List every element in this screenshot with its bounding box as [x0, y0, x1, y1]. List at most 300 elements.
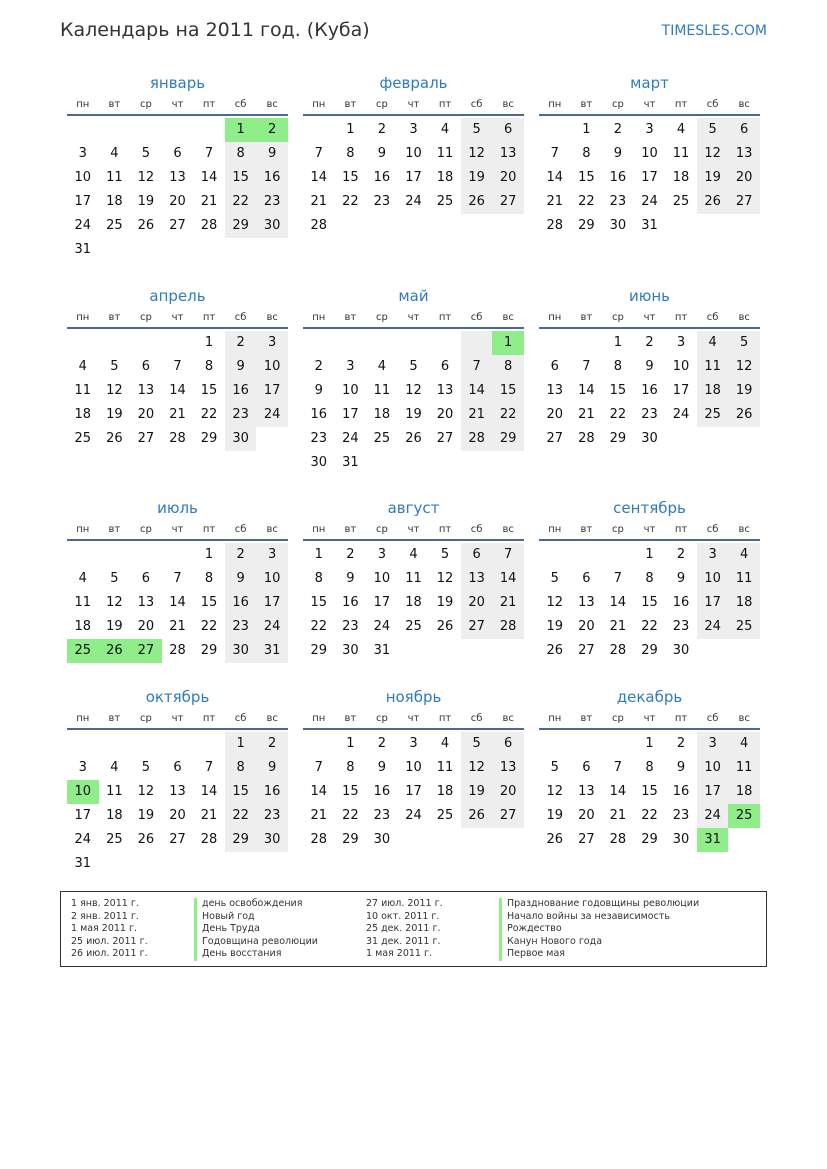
day-grid	[67, 543, 288, 663]
day-cell: 7	[613, 571, 623, 586]
legend-names-left	[194, 898, 318, 961]
day-cell: 26	[546, 643, 564, 658]
day-cell: 26	[137, 832, 155, 847]
month-10	[67, 687, 288, 876]
day-cell: 20	[169, 808, 186, 823]
day-grid	[303, 732, 524, 852]
day-cell: 13	[492, 756, 524, 780]
weekday-label: сб	[706, 99, 719, 110]
day-cell: 7	[582, 359, 591, 374]
day-cell: 7	[550, 146, 559, 161]
day-cell: 20	[578, 619, 595, 634]
day-cell: 16	[373, 170, 391, 185]
day-cell: 10	[74, 170, 92, 185]
blank-cell	[130, 543, 162, 567]
day-cell: 3	[377, 547, 387, 562]
weekday-label: чт	[407, 713, 420, 724]
day-cell: 12	[436, 571, 454, 586]
weekday-label: вс	[502, 713, 514, 724]
day-cell: 14	[578, 383, 595, 398]
weekday-header	[67, 710, 288, 730]
blank-cell	[67, 543, 99, 567]
day-cell: 9	[314, 383, 323, 398]
day-cell: 4	[728, 543, 760, 567]
legend-holiday-name: день освобождения	[202, 898, 303, 909]
weekday-label: чт	[643, 524, 656, 535]
weekday-header	[539, 96, 760, 116]
blank-cell	[461, 331, 493, 355]
weekday-label: сб	[470, 713, 483, 724]
day-cell: 12	[137, 784, 155, 799]
weekday-label: ср	[375, 713, 388, 724]
day-cell: 29	[609, 431, 627, 446]
day-cell: 9	[676, 571, 686, 586]
blank-cell	[571, 732, 603, 756]
weekday-label: чт	[643, 713, 656, 724]
day-cell: 19	[728, 379, 760, 403]
day-cell: 15	[310, 595, 328, 610]
day-cell: 5	[110, 571, 119, 586]
month-2	[303, 73, 524, 238]
month-12	[539, 687, 760, 852]
day-cell: 3	[256, 543, 288, 567]
day-cell: 21	[546, 194, 564, 209]
day-cell: 18	[106, 194, 123, 209]
day-cell: 15	[200, 383, 218, 398]
legend-date: 10 окт. 2011 г.	[366, 910, 440, 922]
weekday-label: чт	[407, 312, 420, 323]
day-cell: 2	[676, 736, 686, 751]
weekday-header	[67, 309, 288, 329]
day-cell: 17	[405, 784, 422, 799]
day-cell: 13	[169, 784, 186, 799]
legend-holiday-name: Годовщина революции	[202, 935, 318, 947]
weekday-label: вт	[344, 524, 357, 535]
day-cell: 25	[672, 194, 690, 209]
weekday-header	[303, 521, 524, 541]
day-cell: 28	[546, 218, 564, 233]
day-cell: 10	[697, 756, 729, 780]
month-name: февраль	[379, 74, 448, 92]
weekday-label: пн	[76, 312, 90, 323]
blank-cell	[539, 543, 571, 567]
day-cell: 18	[697, 379, 729, 403]
blank-cell	[130, 732, 162, 756]
weekday-label: ср	[375, 99, 388, 110]
day-cell: 18	[728, 780, 760, 804]
day-cell: 9	[377, 760, 387, 775]
weekday-header	[303, 309, 524, 329]
blank-cell	[67, 732, 99, 756]
legend-date: 1 мая 2011 г.	[71, 923, 137, 935]
day-cell: 17	[256, 591, 288, 615]
day-cell: 11	[728, 567, 760, 591]
weekday-label: чт	[171, 99, 184, 110]
legend-names-right	[499, 898, 699, 961]
legend-date: 31 дек. 2011 г.	[366, 935, 441, 947]
day-cell: 26	[137, 218, 155, 233]
day-cell: 12	[728, 355, 760, 379]
day-cell: 31	[74, 856, 92, 871]
weekday-label: пт	[674, 713, 688, 724]
day-cell: 1	[346, 736, 355, 751]
day-cell: 28	[461, 427, 493, 451]
legend-holiday-name: Первое мая	[507, 948, 565, 960]
day-cell: 20	[578, 808, 595, 823]
month-name: сентябрь	[613, 499, 686, 517]
weekday-label: пн	[312, 312, 326, 323]
weekday-label: ср	[139, 524, 152, 535]
blank-cell	[602, 543, 634, 567]
day-cell: 5	[697, 118, 729, 142]
day-cell: 12	[461, 142, 493, 166]
day-grid	[67, 732, 288, 876]
day-cell: 10	[697, 567, 729, 591]
day-cell: 6	[492, 118, 524, 142]
day-cell: 23	[310, 431, 328, 446]
day-cell: 6	[173, 146, 182, 161]
day-cell: 29	[310, 643, 328, 658]
day-cell: 24	[405, 808, 422, 823]
day-cell: 21	[609, 808, 627, 823]
day-cell: 20	[728, 166, 760, 190]
weekday-label: ср	[611, 99, 624, 110]
weekday-label: вт	[344, 312, 357, 323]
weekday-label: пн	[76, 524, 90, 535]
day-cell: 9	[613, 146, 623, 161]
legend-holiday-name: Празднование годовщины революции	[507, 898, 700, 909]
day-cell: 12	[106, 383, 123, 398]
weekday-label: вт	[580, 524, 593, 535]
day-cell: 1	[346, 122, 355, 137]
day-cell: 24	[697, 615, 729, 639]
weekday-label: вт	[108, 713, 121, 724]
day-cell: 8	[225, 756, 257, 780]
day-cell: 15	[641, 784, 658, 799]
day-cell: 11	[405, 571, 422, 586]
weekday-label: сб	[234, 713, 247, 724]
holiday-day-cell: 31	[697, 828, 729, 852]
weekday-label: вс	[502, 524, 514, 535]
day-cell: 23	[225, 403, 257, 427]
legend-dates-right	[366, 898, 443, 961]
day-cell: 12	[405, 383, 422, 398]
day-cell: 20	[169, 194, 186, 209]
day-cell: 23	[256, 804, 288, 828]
weekday-label: пн	[548, 99, 562, 110]
day-cell: 10	[405, 146, 422, 161]
day-cell: 7	[204, 146, 214, 161]
day-cell: 31	[74, 242, 92, 257]
weekday-header	[67, 521, 288, 541]
blank-cell	[130, 118, 162, 142]
blank-cell	[335, 331, 367, 355]
weekday-header	[67, 96, 288, 116]
day-cell: 8	[645, 760, 654, 775]
day-cell: 21	[169, 407, 186, 422]
day-cell: 15	[225, 166, 257, 190]
day-cell: 22	[578, 194, 595, 209]
weekday-label: ср	[375, 524, 388, 535]
day-cell: 4	[110, 146, 119, 161]
day-cell: 10	[256, 567, 288, 591]
weekday-label: пн	[548, 713, 562, 724]
blank-cell	[539, 732, 571, 756]
weekday-label: вт	[108, 99, 121, 110]
month-1	[67, 73, 288, 262]
day-cell: 29	[641, 832, 658, 847]
day-cell: 9	[225, 355, 257, 379]
site-link[interactable]: TIMESLES.COM	[661, 23, 767, 39]
blank-cell	[162, 118, 194, 142]
day-cell: 17	[74, 194, 92, 209]
blank-cell	[99, 543, 131, 567]
day-cell: 15	[342, 784, 359, 799]
day-cell: 7	[314, 146, 323, 161]
day-cell: 6	[141, 359, 151, 374]
day-cell: 22	[641, 619, 658, 634]
day-cell: 6	[582, 571, 591, 586]
day-cell: 30	[609, 218, 627, 233]
blank-cell	[162, 331, 194, 355]
blank-cell	[162, 732, 194, 756]
month-name: август	[387, 499, 440, 517]
day-cell: 11	[74, 595, 92, 610]
day-cell: 4	[110, 760, 119, 775]
day-cell: 2	[256, 732, 288, 756]
day-cell: 12	[697, 142, 729, 166]
day-cell: 9	[346, 571, 355, 586]
day-cell: 11	[106, 170, 123, 185]
day-cell: 22	[225, 190, 257, 214]
day-cell: 6	[141, 571, 151, 586]
weekday-label: пт	[202, 524, 216, 535]
blank-cell	[602, 732, 634, 756]
day-grid	[67, 331, 288, 451]
weekday-header	[539, 309, 760, 329]
month-8	[303, 498, 524, 663]
day-cell: 16	[225, 591, 257, 615]
day-cell: 14	[200, 170, 218, 185]
day-cell: 22	[200, 407, 218, 422]
day-cell: 6	[492, 732, 524, 756]
day-cell: 21	[578, 407, 595, 422]
day-cell: 10	[672, 359, 690, 374]
day-cell: 10	[641, 146, 658, 161]
day-cell: 6	[550, 359, 559, 374]
day-cell: 3	[346, 359, 355, 374]
day-cell: 11	[436, 146, 454, 161]
blank-cell	[539, 118, 571, 142]
day-cell: 8	[582, 146, 591, 161]
blank-cell	[571, 331, 603, 355]
day-cell: 28	[609, 832, 627, 847]
day-cell: 16	[256, 780, 288, 804]
month-5	[303, 286, 524, 475]
day-cell: 1	[645, 736, 654, 751]
day-cell: 22	[310, 619, 328, 634]
day-cell: 16	[609, 170, 627, 185]
day-cell: 14	[609, 595, 627, 610]
day-cell: 12	[137, 170, 155, 185]
day-cell: 9	[256, 142, 288, 166]
day-cell: 12	[106, 595, 123, 610]
day-cell: 7	[613, 760, 623, 775]
weekday-label: вт	[580, 312, 593, 323]
day-cell: 30	[310, 455, 328, 470]
day-cell: 15	[200, 595, 218, 610]
month-4	[67, 286, 288, 451]
day-cell: 16	[225, 379, 257, 403]
month-name: июль	[157, 499, 198, 517]
day-cell: 19	[697, 166, 729, 190]
day-cell: 31	[256, 639, 288, 663]
day-cell: 12	[461, 756, 493, 780]
day-cell: 26	[697, 190, 729, 214]
holiday-day-cell: 25	[728, 804, 760, 828]
blank-cell	[571, 543, 603, 567]
day-cell: 26	[461, 804, 493, 828]
weekday-label: пн	[548, 524, 562, 535]
day-cell: 6	[173, 760, 182, 775]
day-grid	[303, 543, 524, 663]
day-cell: 28	[492, 615, 524, 639]
weekday-label: вс	[502, 312, 514, 323]
day-cell: 13	[492, 142, 524, 166]
weekday-label: вт	[344, 99, 357, 110]
weekday-label: ср	[139, 99, 152, 110]
holiday-day-cell: 1	[225, 118, 257, 142]
day-cell: 10	[373, 571, 391, 586]
weekday-label: вс	[266, 312, 278, 323]
blank-cell	[67, 118, 99, 142]
day-cell: 16	[310, 407, 328, 422]
weekday-label: ср	[139, 312, 152, 323]
day-cell: 22	[641, 808, 658, 823]
day-cell: 27	[492, 804, 524, 828]
weekday-label: вт	[344, 713, 357, 724]
weekday-label: вт	[580, 99, 593, 110]
day-cell: 19	[405, 407, 422, 422]
weekday-label: пт	[438, 713, 452, 724]
day-cell: 3	[256, 331, 288, 355]
day-cell: 8	[204, 571, 214, 586]
day-cell: 29	[492, 427, 524, 451]
day-cell: 5	[461, 118, 493, 142]
day-cell: 17	[373, 595, 391, 610]
day-cell: 19	[137, 194, 155, 209]
weekday-label: чт	[407, 99, 420, 110]
day-cell: 21	[310, 194, 328, 209]
month-6	[539, 286, 760, 451]
day-cell: 25	[373, 431, 391, 446]
weekday-label: чт	[171, 524, 184, 535]
day-cell: 7	[314, 760, 323, 775]
weekday-label: чт	[171, 312, 184, 323]
day-cell: 5	[550, 760, 559, 775]
day-cell: 5	[728, 331, 760, 355]
weekday-label: ср	[611, 312, 624, 323]
day-cell: 18	[74, 619, 92, 634]
month-name: декабрь	[616, 688, 683, 706]
day-cell: 4	[440, 122, 450, 137]
blank-cell	[193, 118, 225, 142]
day-cell: 5	[110, 359, 119, 374]
day-cell: 12	[546, 595, 564, 610]
day-cell: 18	[74, 407, 92, 422]
day-cell: 24	[74, 218, 92, 233]
day-cell: 25	[697, 403, 729, 427]
month-name: ноябрь	[385, 688, 442, 706]
blank-cell	[398, 331, 430, 355]
weekday-label: сб	[234, 312, 247, 323]
weekday-label: чт	[407, 524, 420, 535]
day-cell: 21	[492, 591, 524, 615]
day-cell: 2	[225, 543, 257, 567]
day-cell: 25	[106, 218, 123, 233]
day-cell: 1	[645, 547, 654, 562]
day-cell: 3	[78, 146, 87, 161]
day-cell: 25	[728, 615, 760, 639]
day-cell: 10	[256, 355, 288, 379]
weekday-label: вс	[738, 713, 750, 724]
weekday-label: чт	[643, 99, 656, 110]
day-cell: 14	[461, 379, 493, 403]
day-cell: 25	[106, 832, 123, 847]
day-cell: 2	[225, 331, 257, 355]
day-cell: 6	[728, 118, 760, 142]
weekday-label: пт	[438, 524, 452, 535]
legend-holiday-name: День Труда	[202, 923, 260, 935]
day-cell: 10	[405, 760, 422, 775]
day-cell: 8	[314, 571, 323, 586]
day-cell: 2	[314, 359, 323, 374]
day-cell: 17	[672, 383, 690, 398]
day-cell: 21	[461, 403, 493, 427]
day-cell: 21	[200, 808, 218, 823]
day-cell: 5	[141, 760, 151, 775]
day-cell: 2	[613, 122, 623, 137]
day-cell: 28	[609, 643, 627, 658]
day-cell: 10	[342, 383, 359, 398]
weekday-label: пт	[202, 312, 216, 323]
day-cell: 19	[461, 780, 493, 804]
day-cell: 20	[461, 591, 493, 615]
day-cell: 20	[137, 619, 155, 634]
weekday-label: сб	[706, 713, 719, 724]
day-cell: 24	[373, 619, 391, 634]
day-cell: 4	[409, 547, 418, 562]
day-cell: 6	[461, 543, 493, 567]
day-cell: 17	[342, 407, 359, 422]
blank-cell	[303, 118, 335, 142]
day-cell: 28	[169, 643, 186, 658]
weekday-label: пн	[312, 524, 326, 535]
day-cell: 6	[440, 359, 450, 374]
holiday-legend	[60, 891, 767, 967]
day-cell: 1	[613, 335, 623, 350]
legend-holiday-name: День восстания	[202, 948, 282, 960]
day-cell: 24	[405, 194, 422, 209]
day-cell: 3	[676, 335, 686, 350]
day-cell: 18	[405, 595, 422, 610]
day-cell: 8	[204, 359, 214, 374]
day-cell: 30	[641, 431, 658, 446]
day-cell: 4	[440, 736, 450, 751]
day-cell: 26	[405, 431, 422, 446]
weekday-label: вс	[266, 524, 278, 535]
day-cell: 13	[546, 383, 564, 398]
